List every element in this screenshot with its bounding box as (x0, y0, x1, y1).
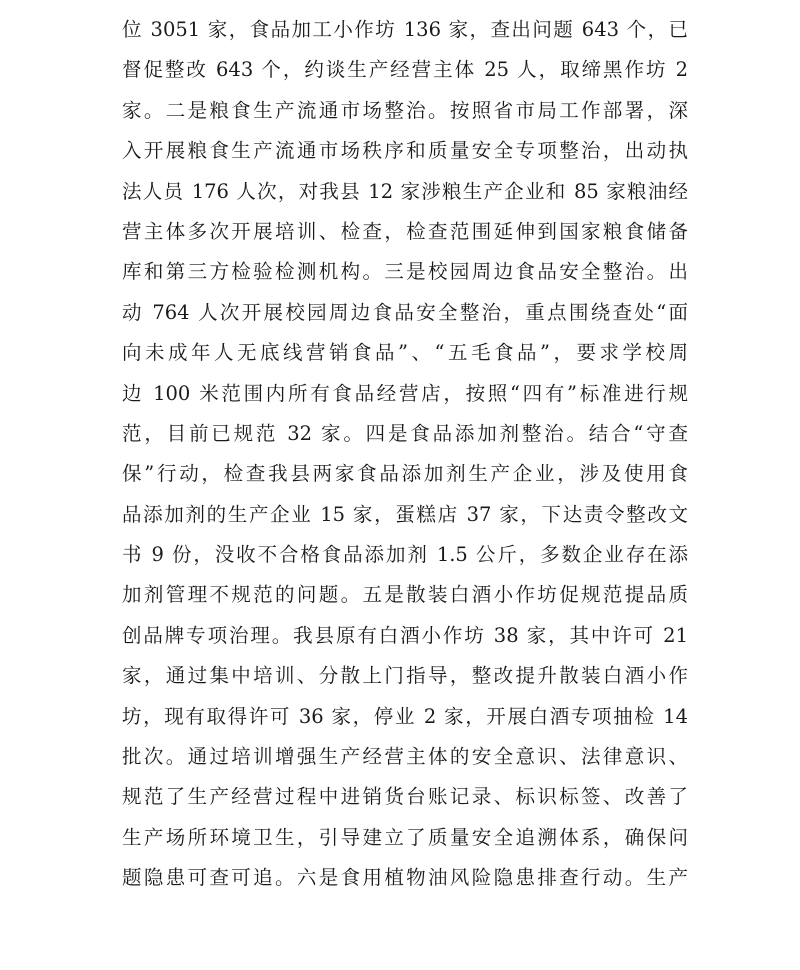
text-line: 品添加剂的生产企业 15 家，蛋糕店 37 家，下达责令整改文 (122, 502, 688, 526)
text-line: 题隐患可查可追。六是食用植物油风险隐患排查行动。生产 (122, 866, 688, 890)
text-line: 生产场所环境卫生，引导建立了质量安全追溯体系，确保问 (122, 825, 688, 849)
text-line: 坊，现有取得许可 36 家，停业 2 家，开展白酒专项抽检 14 (122, 704, 688, 728)
text-line: 动 764 人次开展校园周边食品安全整治，重点围绕查处“面 (122, 300, 688, 324)
text-line: 督促整改 643 个，约谈生产经营主体 25 人，取缔黑作坊 2 (122, 58, 688, 82)
text-line: 加剂管理不规范的问题。五是散装白酒小作坊促规范提品质 (122, 583, 688, 607)
text-line: 保”行动，检查我县两家食品添加剂生产企业，涉及使用食 (122, 462, 688, 486)
text-line: 创品牌专项治理。我县原有白酒小作坊 38 家，其中许可 21 (122, 623, 688, 647)
text-line: 位 3051 家，食品加工小作坊 136 家，查出问题 643 个，已 (122, 18, 688, 41)
text-line: 向未成年人无底线营销食品”、“五毛食品”，要求学校周 (122, 341, 688, 365)
text-line: 法人员 176 人次，对我县 12 家涉粮生产企业和 85 家粮油经 (122, 179, 688, 203)
body-text (122, 10, 688, 899)
text-line: 营主体多次开展培训、检查，检查范围延伸到国家粮食储备 (122, 219, 688, 243)
text-line: 规范了生产经营过程中进销货台账记录、标识标签、改善了 (122, 785, 688, 809)
text-line: 边 100 米范围内所有食品经营店，按照“四有”标准进行规 (122, 381, 688, 405)
text-line: 批次。通过培训增强生产经营主体的安全意识、法律意识、 (122, 745, 688, 769)
text-line: 入开展粮食生产流通市场秩序和质量安全专项整治，出动执 (122, 139, 688, 163)
text-line: 家，通过集中培训、分散上门指导，整改提升散装白酒小作 (122, 664, 688, 688)
text-line: 范，目前已规范 32 家。四是食品添加剂整治。结合“守查 (122, 421, 688, 445)
text-line: 书 9 份，没收不合格食品添加剂 1.5 公斤，多数企业存在添 (122, 543, 688, 567)
text-line: 库和第三方检验检测机构。三是校园周边食品安全整治。出 (122, 260, 688, 284)
text-line: 家。二是粮食生产流通市场整治。按照省市局工作部署，深 (122, 98, 688, 122)
